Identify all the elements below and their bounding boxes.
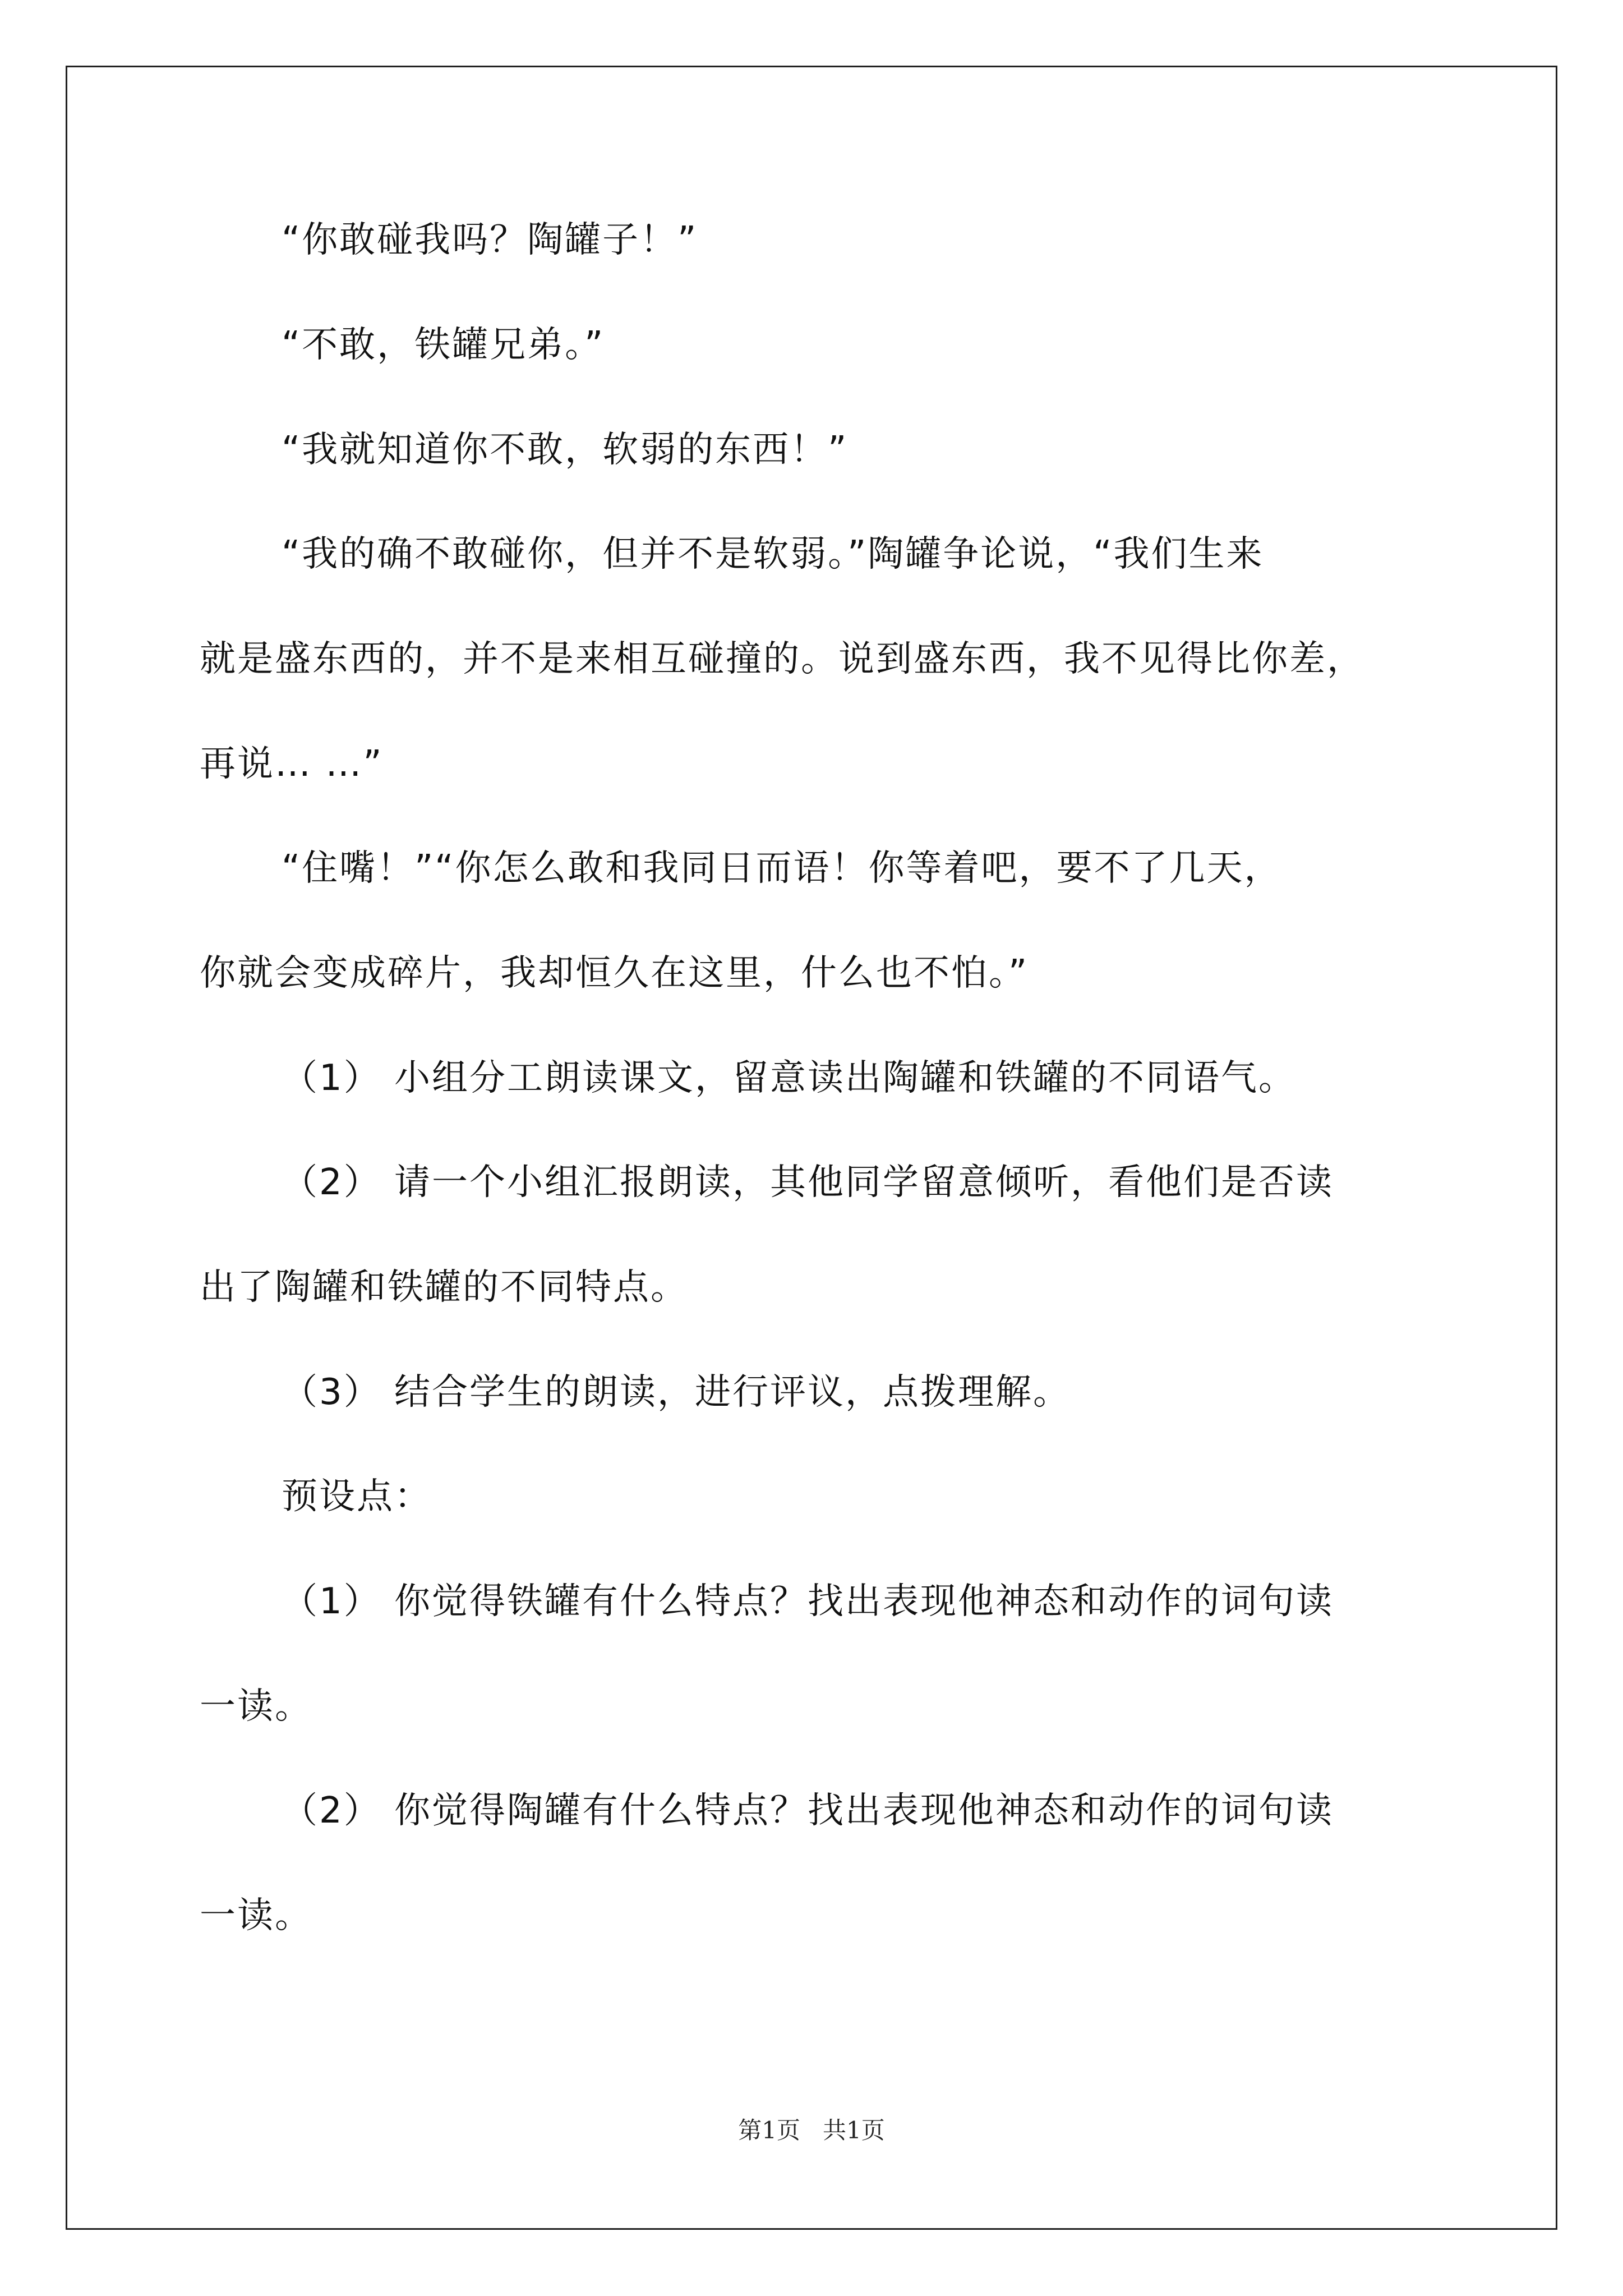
text-line: “住嘴！”“你怎么敢和我同日而语！你等着吧，要不了几天，: [282, 848, 1282, 889]
page-number-footer: 第1页 共1页: [738, 2116, 885, 2144]
text-line: “我就知道你不敢，软弱的东西！”: [282, 429, 849, 471]
text-line: 你就会变成碎片，我却恒久在这里，什么也不怕。”: [200, 953, 1029, 994]
text-line: （2） 你觉得陶罐有什么特点？找出表现他神态和动作的词句读: [282, 1790, 1334, 1832]
text-line: 一读。: [200, 1895, 312, 1936]
text-line: 再说… …”: [200, 743, 384, 785]
text-line: （2） 请一个小组汇报朗读，其他同学留意倾听，看他们是否读: [282, 1162, 1334, 1203]
text-line: （1） 你觉得铁罐有什么特点？找出表现他神态和动作的词句读: [282, 1581, 1334, 1622]
text-line: “你敢碰我吗？陶罐子！”: [282, 219, 698, 261]
text-line: （1） 小组分工朗读课文，留意读出陶罐和铁罐的不同语气。: [282, 1057, 1297, 1099]
text-line: （3） 结合学生的朗读，进行评议，点拨理解。: [282, 1372, 1071, 1413]
text-line: 一读。: [200, 1686, 312, 1727]
text-line: “我的确不敢碰你，但并不是软弱。”陶罐争论说，“我们生来: [282, 533, 1264, 575]
text-line: 就是盛东西的，并不是来相互碰撞的。说到盛东西，我不见得比你差，: [200, 638, 1364, 680]
text-line: 出了陶罐和铁罐的不同特点。: [200, 1267, 688, 1308]
text-line: “不敢，铁罐兄弟。”: [282, 324, 605, 366]
text-line: 预设点：: [282, 1476, 432, 1517]
